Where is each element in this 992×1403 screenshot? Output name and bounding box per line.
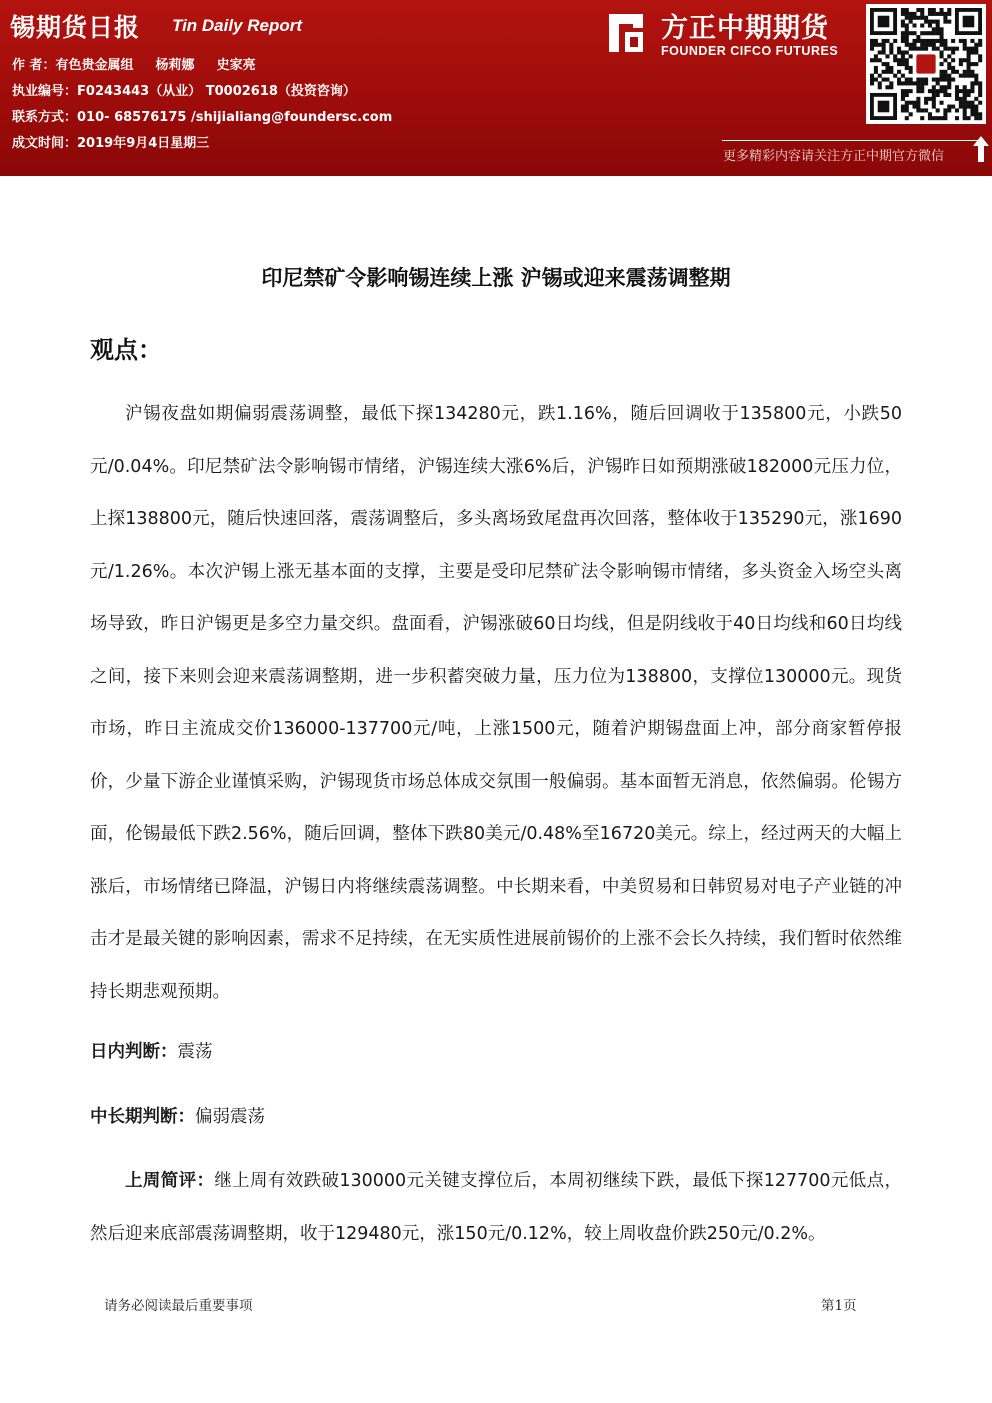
intraday-value: 震荡	[177, 1042, 213, 1062]
intraday-label: 日内判断：	[90, 1042, 178, 1062]
report-series-title: 锡期货日报	[10, 13, 141, 42]
report-series-subtitle: Tin Daily Report	[172, 16, 303, 35]
logo-english-name: FOUNDER CIFCO FUTURES	[661, 44, 839, 58]
logo-chinese-name: 方正中期期货	[661, 13, 829, 44]
qr-code-icon	[866, 4, 986, 124]
author-name: 史家亮	[216, 58, 256, 73]
wechat-follow-note: 更多精彩内容请关注方正中期官方微信	[723, 149, 945, 164]
license-label: 执业编号：	[12, 84, 78, 99]
header-divider	[722, 140, 984, 141]
longterm-value: 偏弱震荡	[195, 1107, 265, 1127]
weekly-review-text: 继上周有效跌破130000元关键支撑位后，本周初继续下跌，最低下探127700元低点，然后迎来底部震荡调整期，收于129480元，涨150元/0.12%，较上周收盘价跌250元/0.2%。	[90, 1171, 902, 1244]
longterm-judgement	[90, 1103, 265, 1128]
report-header	[0, 0, 992, 176]
page-number: 第1页	[821, 1298, 857, 1314]
contact-value: 010- 68576175 /shijialiang@foundersc.com	[77, 110, 393, 125]
viewpoint-heading: 观点：	[90, 336, 162, 364]
weekly-review	[90, 1155, 902, 1260]
wechat-qr-code	[866, 4, 986, 124]
date-value: 2019年9月4日星期三	[77, 136, 210, 151]
footer-notice: 请务必阅读最后重要事项	[104, 1298, 253, 1314]
license-line	[12, 80, 356, 99]
logo-mark-icon	[603, 10, 649, 56]
author-group: 有色贵金属组	[55, 58, 134, 73]
author-name: 杨莉娜	[155, 58, 195, 73]
report-title: 印尼禁矿令影响锡连续上涨 沪锡或迎来震荡调整期	[261, 266, 731, 290]
longterm-label: 中长期判断：	[90, 1107, 195, 1127]
company-logo	[603, 6, 863, 62]
authors-line	[12, 54, 256, 73]
date-line	[12, 132, 209, 151]
date-label: 成文时间：	[12, 136, 78, 151]
contact-line	[12, 106, 392, 125]
intraday-judgement	[90, 1038, 213, 1063]
viewpoint-body: 沪锡夜盘如期偏弱震荡调整，最低下探134280元，跌1.16%，随后回调收于135800元，小跌50元/0.04%。印尼禁矿法令影响锡市情绪，沪锡连续大涨6%后，沪锡昨日如预期涨破182000元压力位，上探138800元，随后快速回落，震荡调整后，多头离场致尾盘再次回落，整体收于135290元，涨1690元/1.26%。本次沪锡上涨无基本面的支撑，主要是受印尼禁矿法令影响锡市情绪，多头资金入场空头离场导致，昨日沪锡更是多空力量交织。盘面看，沪锡涨破60日均线，但是阴线收于40日均线和60日均线之间，接下来则会迎来震荡调整期，进一步积蓄突破力量，压力位为138800，支撑位130000元。现货市场，昨日主流成交价136000-137700元/吨，上涨1500元，随着沪期锡盘面上冲，部分商家暂停报价，少量下游企业谨慎采购，沪锡现货市场总体成交氛围一般偏弱。基本面暂无消息，依然偏弱。伦锡方面，伦锡最低下跌2.56%，随后回调，整体下跌80美元/0.48%至16720美元。综上，经过两天的大幅上涨后，市场情绪已降温，沪锡日内将继续震荡调整。中长期来看，中美贸易和日韩贸易对电子产业链的冲击才是最关键的影响因素，需求不足持续，在无实质性进展前锡价的上涨不会长久持续，我们暂时依然维持长期悲观预期。	[90, 404, 902, 1002]
contact-label: 联系方式：	[12, 110, 78, 125]
license-value: F0243443（从业） T0002618（投资咨询）	[77, 84, 356, 99]
up-arrow-icon	[973, 136, 989, 162]
weekly-review-label: 上周简评：	[125, 1171, 215, 1191]
authors-label: 作 者：	[12, 58, 56, 73]
